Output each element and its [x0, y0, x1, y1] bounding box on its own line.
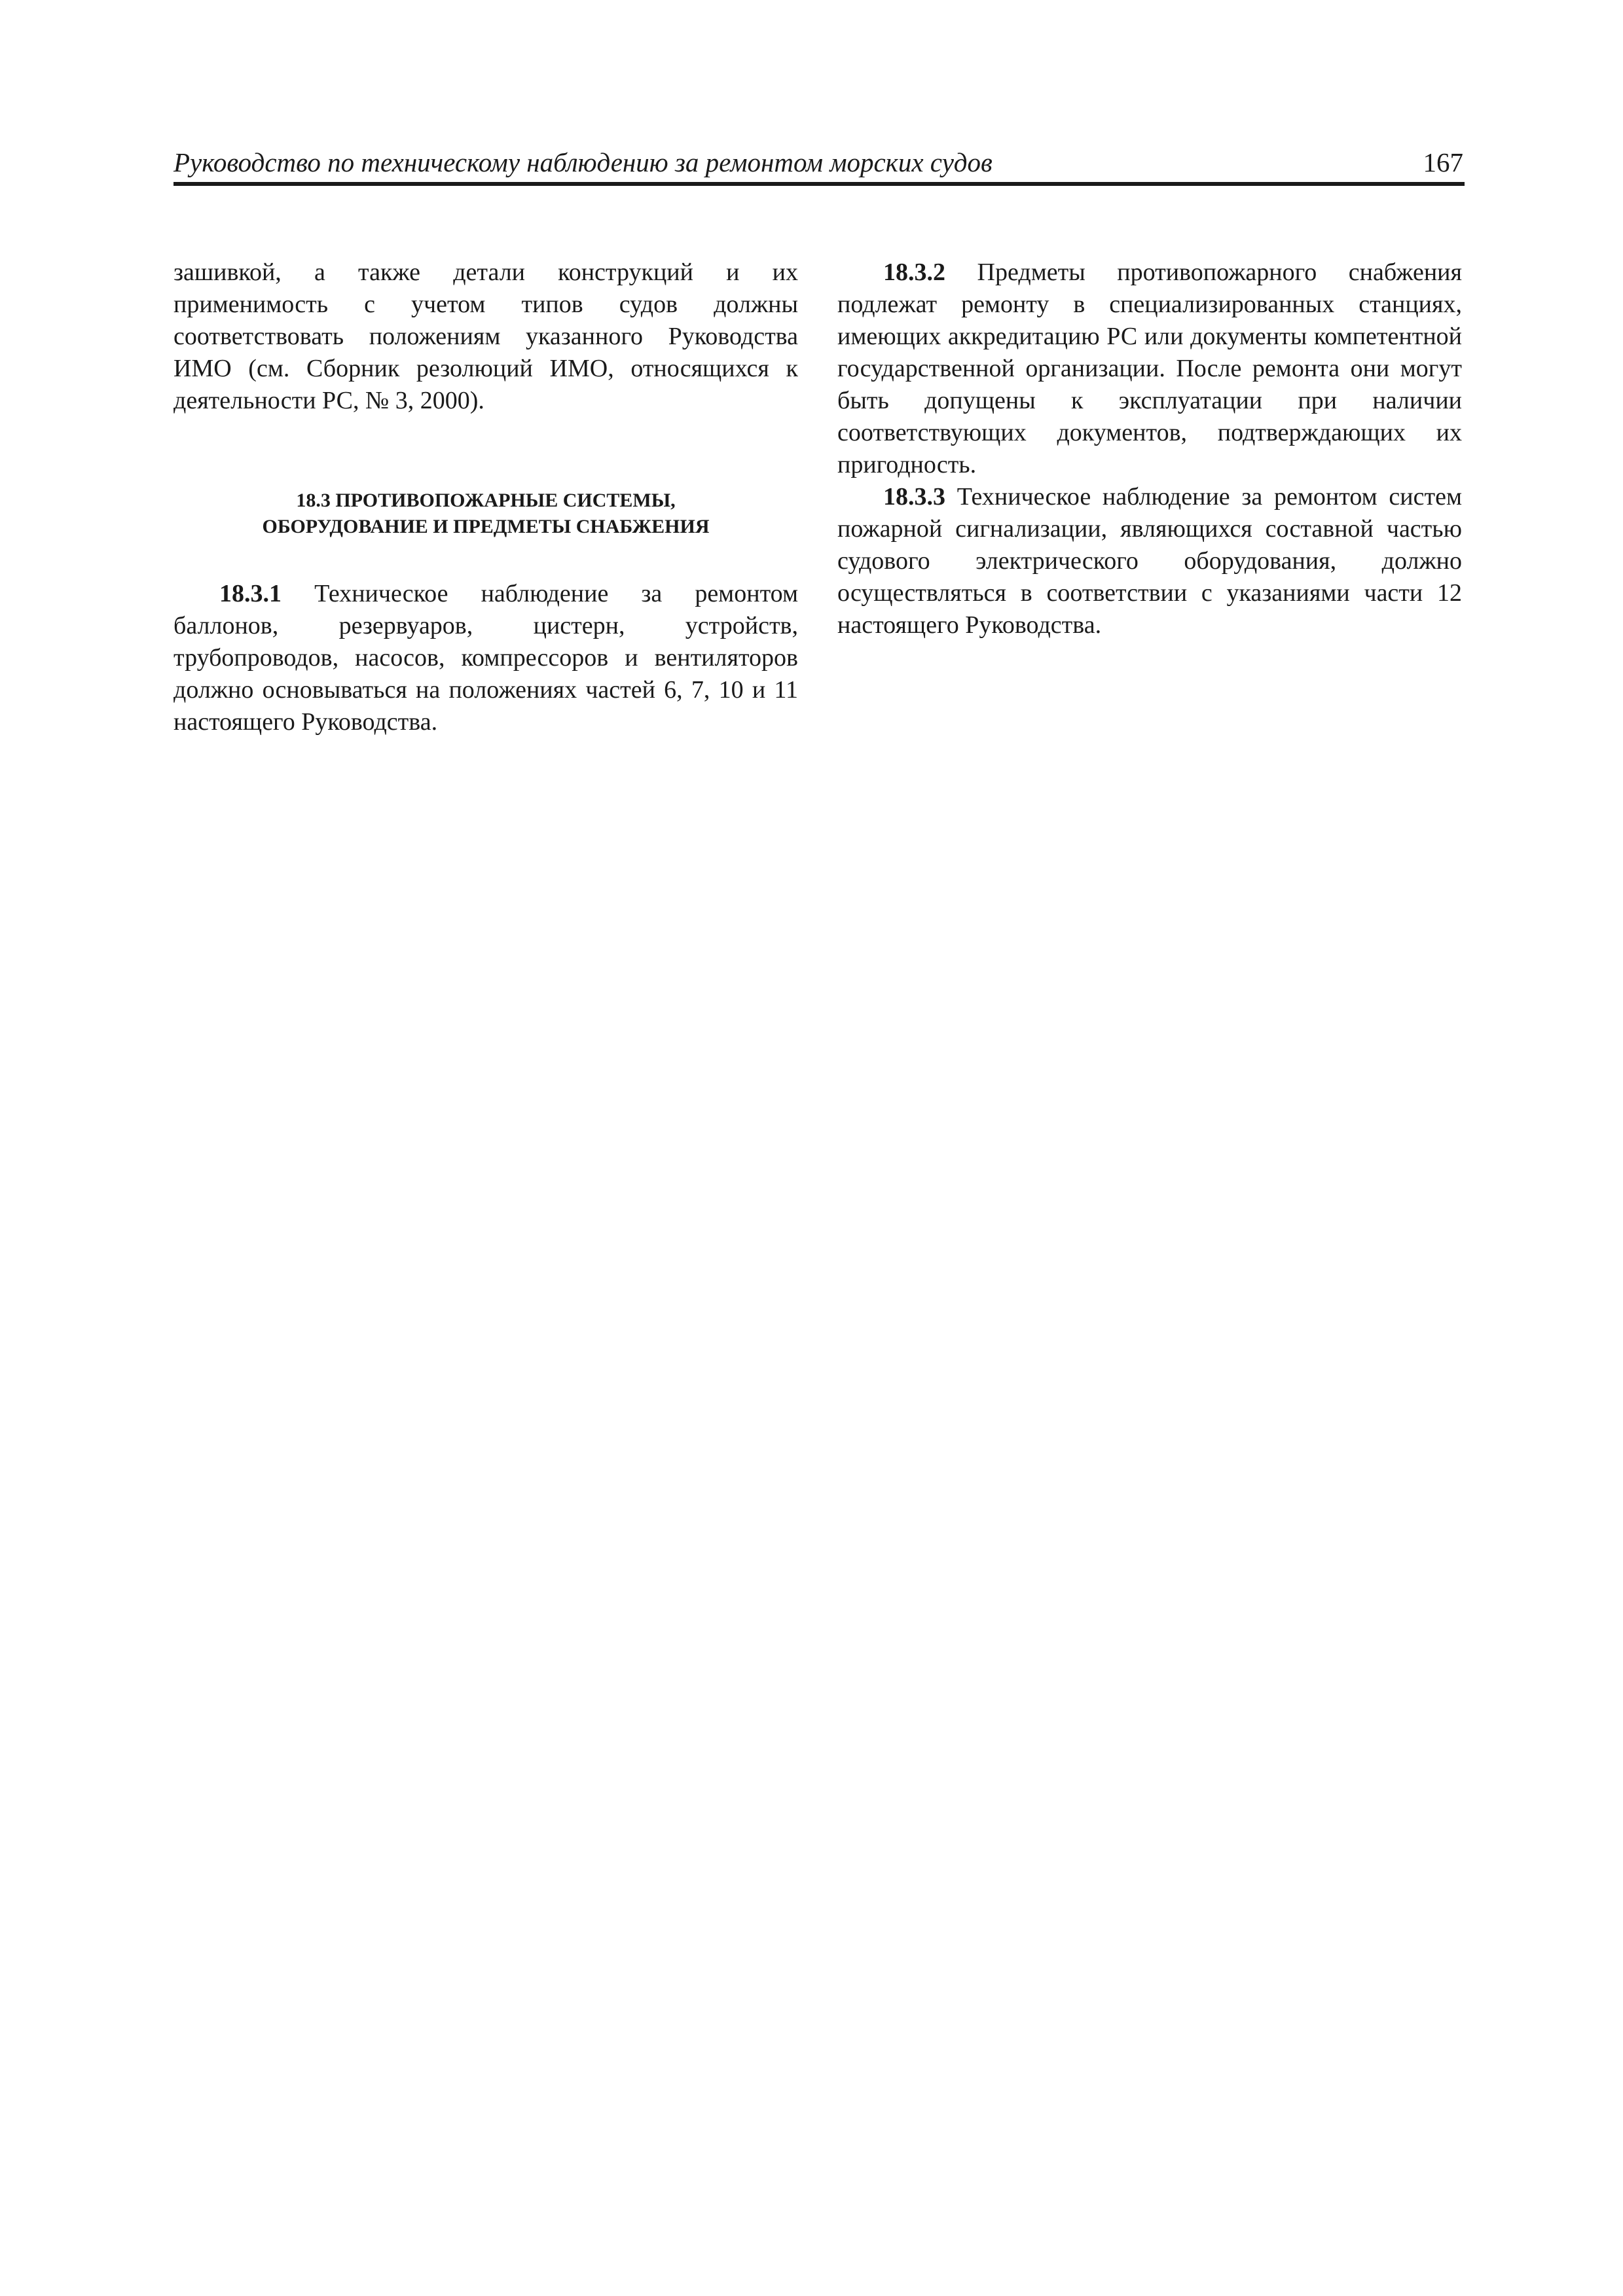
- paragraph-text: Техническое наблюдение за ремонтом баллонов, резервуаров, цистерн, устройств, трубопроводов, насосов, компрессоров и вентиляторов должно основываться на положениях частей 6, 7, 10 и 11 настоящего Руководства.: [173, 580, 798, 736]
- paragraph-18-3-2: [837, 257, 1462, 481]
- paragraph-18-3-1: [173, 578, 798, 738]
- running-header: [173, 143, 1465, 186]
- running-title: Руководство по техническому наблюдению за ремонтом морских судов: [173, 147, 993, 177]
- paragraph-text: Техническое наблюдение за ремонтом систем пожарной сигнализации, являющихся составной частью судового электрического оборудования, должно осуществляться в соответствии с указаниями части 12 настоящего Руководства.: [837, 483, 1462, 639]
- paragraph-number: 18.3.1: [219, 580, 282, 607]
- left-column: [173, 257, 798, 738]
- section-heading: [173, 488, 798, 540]
- section-heading-line-2: ОБОРУДОВАНИЕ И ПРЕДМЕТЫ СНАБЖЕНИЯ: [262, 516, 710, 537]
- paragraph-text: Предметы противопожарного снабжения подлежат ремонту в специализированных станциях, имеющих аккредитацию РС или документы компетентной государственной организации. После ремонта они могут быть допущены к эксплуатации при наличии соответствующих документов, подтверждающих их пригодность.: [837, 259, 1462, 478]
- paragraph-18-3-3: [837, 481, 1462, 641]
- continuation-paragraph: зашивкой, а также детали конструкций и их применимость с учетом типов судов должны соответствовать положениям указанного Руководства ИМО (см. Сборник резолюций ИМО, относящихся к деятельности РС, № 3, 2000).: [173, 259, 798, 414]
- paragraph-number: 18.3.2: [883, 259, 945, 286]
- section-heading-line-1: 18.3 ПРОТИВОПОЖАРНЫЕ СИСТЕМЫ,: [296, 490, 676, 511]
- page-number: 167: [1423, 147, 1463, 177]
- paragraph-number: 18.3.3: [883, 483, 945, 511]
- right-column: [837, 257, 1462, 641]
